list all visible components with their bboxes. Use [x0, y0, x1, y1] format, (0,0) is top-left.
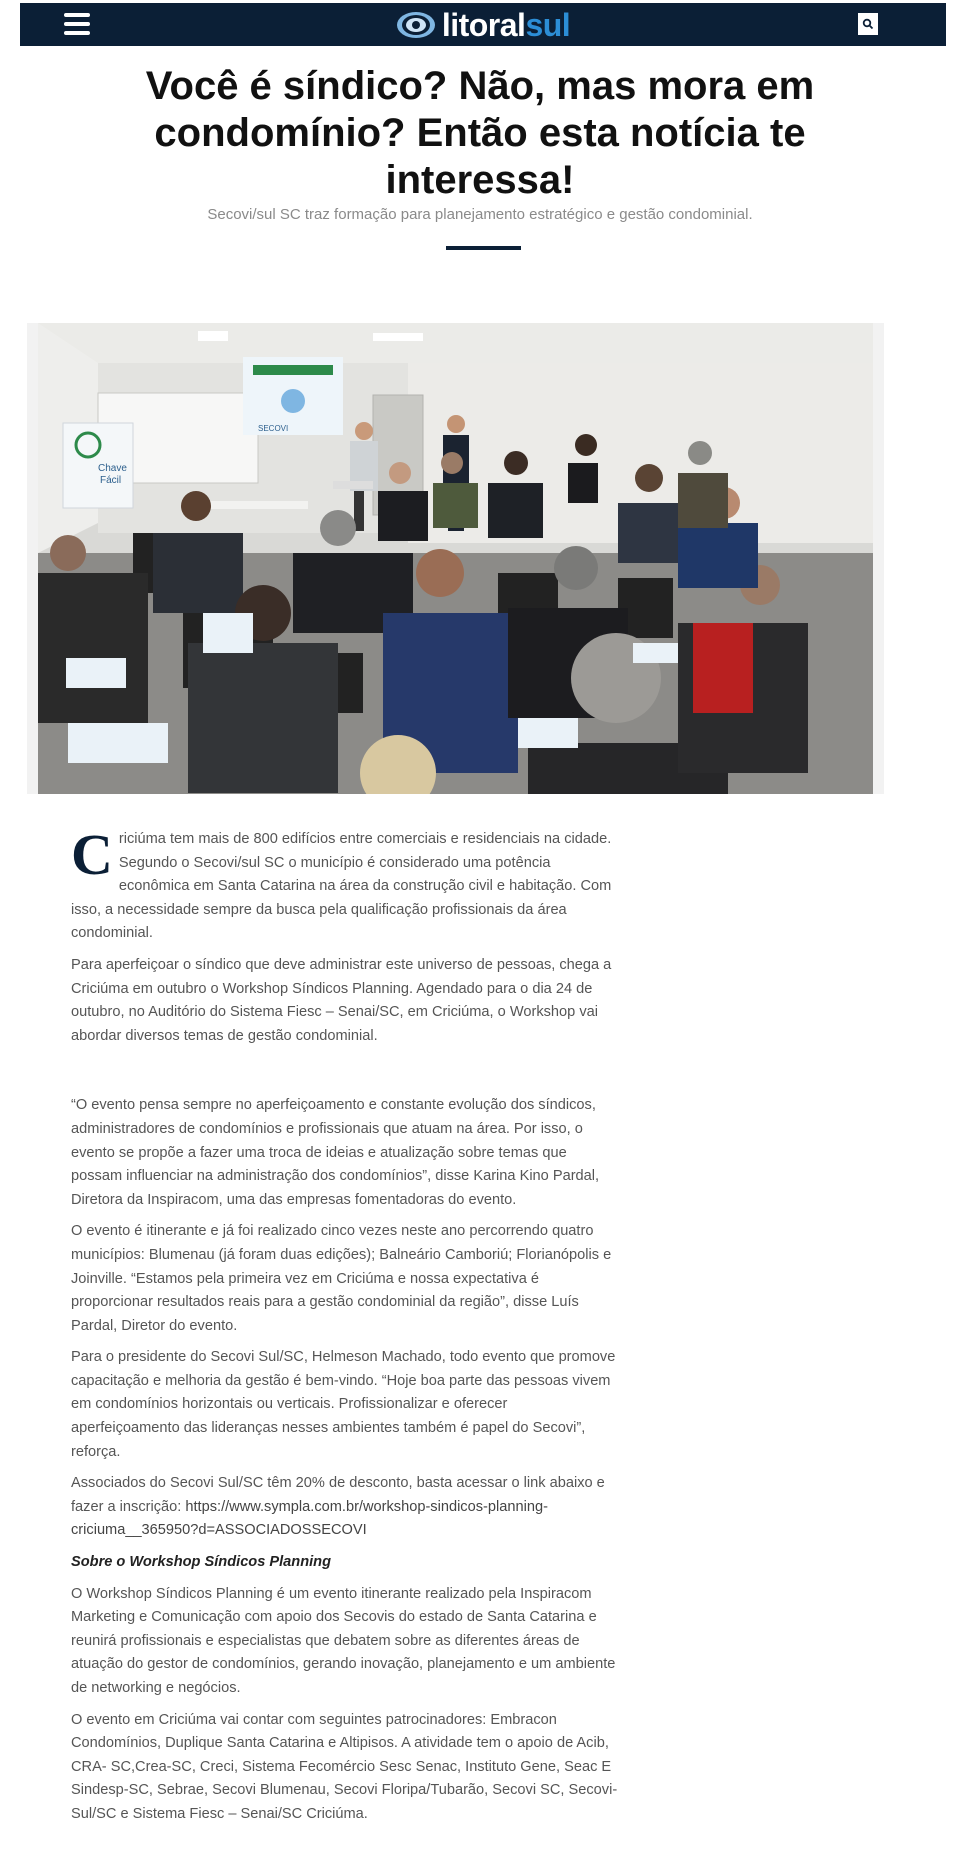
article-paragraph: O evento em Criciúma vai contar com seguintes patrocinadores: Embracon Condomínios, Duplique Santa Catarina e Altipisos. A atividade tem o apoio de Acib, CRA- SC,Crea-SC, Creci, Sistema Fecomércio Sesc Senac, Instituto Gene, Seac E Sindesp-SC, Sebrae, Secovi Blumenau, Secovi Floripa/Tubarão, Secovi SC, Secovi-Sul/SC e Sistema Fiesc – Senai/SC Criciúma.	[71, 1711, 618, 1822]
article-paragraph: O evento é itinerante e já foi realizado cinco vezes neste ano percorrendo quatro municípios: Blumenau (já foram duas edições); Balneário Camboriú; Florianópolis e Joinville. “Estamos pela primeira vez em Criciúma e nossa expectativa é proporcionar resultados reais para a gestão condominial da região”, disse Luís Pardal, Diretor do evento.	[71, 1223, 612, 1334]
banner-text-1: Chave	[98, 463, 127, 474]
logo-mark-icon	[396, 10, 436, 40]
banner-text-2: Fácil	[100, 475, 122, 486]
site-logo[interactable]	[396, 6, 571, 43]
site-header	[20, 3, 946, 46]
article-paragraph: O Workshop Síndicos Planning é um evento itinerante realizado pela Inspiracom Marketing e Comunicação com apoio dos Secovis do estado de Santa Catarina e reunirá profissionais e especialistas que debatem sobre as diferentes áreas de atuação do gestor de condomínios, gerando inovação, planejamento e um ambiente de networking e negócios.	[71, 1585, 616, 1696]
hamburger-icon[interactable]	[64, 13, 90, 35]
article-body	[71, 822, 618, 1835]
title-divider	[446, 246, 521, 250]
registration-link[interactable]: https://www.sympla.com.br/workshop-sindicos-planning-criciuma__365950?d=ASSOCIADOSSECOVI	[71, 1498, 548, 1539]
article-title: Você é síndico? Não, mas mora em condomínio? Então esta notícia te interessa!	[145, 64, 815, 202]
article-photo	[27, 323, 884, 794]
paragraph-text: riciúma tem mais de 800 edifícios entre comerciais e residenciais na cidade. Segundo o Secovi/sul SC o município é considerado uma potência econômica em Santa Catarina na área da construção civil e habitação. Com isso, a necessidade sempre da busca pela qualificação profissionais da área condominial.	[71, 831, 612, 942]
logo-text-part2: sul	[525, 6, 571, 43]
logo-text-part1: litoral	[441, 6, 526, 43]
search-icon[interactable]	[858, 13, 878, 35]
article-subtitle: Secovi/sul SC traz formação para planejamento estratégico e gestão condominial.	[207, 206, 753, 223]
article-paragraph: “O evento pensa sempre no aperfeiçoamento e constante evolução dos síndicos, administradores de condomínios e profissionais que atuam na área. Por isso, o evento se propõe a fazer uma troca de ideias e atualização sobre temas que possam influenciar na administração dos condomínios”, disse Karina Kino Pardal, Diretora da Inspiracom, uma das empresas fomentadoras do evento.	[71, 1097, 600, 1208]
article-paragraph: Para aperfeiçoar o síndico que deve administrar este universo de pessoas, chega a Criciúma em outubro o Workshop Síndicos Planning. Agendado para o dia 24 de outubro, no Auditório do Sistema Fiesc – Senai/SC, em Criciúma, o Workshop vai abordar diversos temas de gestão condominial.	[71, 956, 612, 1044]
section-subheading: Sobre o Workshop Síndicos Planning	[71, 1554, 332, 1571]
article-paragraph	[71, 822, 618, 946]
paragraph-text: Associados do Secovi Sul/SC têm 20% de desconto, basta acessar o link abaixo e fazer a inscrição:	[71, 1475, 605, 1515]
article-paragraph	[71, 1472, 618, 1543]
drop-cap: C	[71, 822, 113, 887]
screen-text: SECOVI	[258, 424, 289, 433]
article-paragraph: Para o presidente do Secovi Sul/SC, Helmeson Machado, todo evento que promove capacitação e melhoria da gestão é bem-vindo. “Hoje boa parte das pessoas vivem em condomínios horizontais ou verticais. Profissionalizar e oferecer aperfeiçoamento das lideranças nesses ambientes também é papel do Secovi”, reforça.	[71, 1349, 616, 1460]
